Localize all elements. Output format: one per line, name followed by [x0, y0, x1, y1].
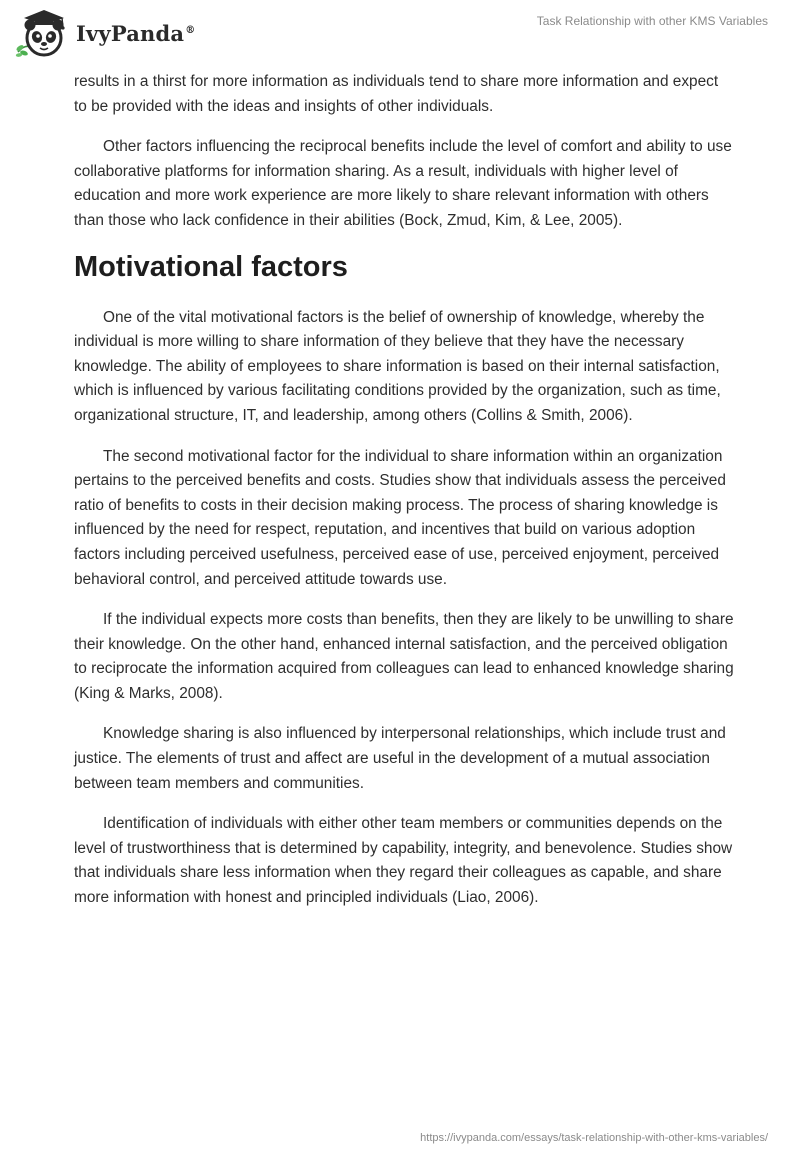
ivypanda-logo[interactable]	[14, 8, 195, 60]
essay-content	[74, 70, 734, 927]
registered-mark: ®	[185, 24, 196, 36]
paragraph: If the individual expects more costs than benefits, then they are likely to be unwilling to share their knowledge. On the other hand, enhanced internal satisfaction, and the perceived obligation to reciprocate the information acquired from colleagues can lead to enhanced knowledge sharing (King & Marks, 2008).	[74, 611, 734, 702]
section-heading: Motivational factors	[74, 250, 348, 283]
paragraph: One of the vital motivational factors is the belief of ownership of knowledge, whereby the individual is more willing to share information of they believe that they have the necessary knowledge. The ability of employees to share information is based on their internal satisfaction, which is influenced by various facilitating conditions provided by the organization, such as time, organizational structure, IT, and leadership, among others (Collins & Smith, 2006).	[74, 308, 721, 424]
paragraph: Identification of individuals with either other team members or communities depends on the level of trustworthiness that is determined by capability, integrity, and benevolence. Studies show that individuals share less information when they regard their colleagues as capable, and share more information with honest and principled individuals (Liao, 2006).	[74, 815, 733, 907]
panda-graduation-cap-icon	[14, 8, 70, 60]
paragraph: Other factors influencing the reciprocal benefits include the level of comfort and ability to use collaborative platforms for information sharing. As a result, individuals with higher level of education and more work experience are more likely to share relevant information with others than those who lack confidence in their abilities (Bock, Zmud, Kim, & Lee, 2005).	[74, 138, 732, 229]
brand-name	[76, 21, 195, 46]
document-header-title: Task Relationship with other KMS Variables	[536, 14, 768, 28]
page-header	[0, 0, 800, 72]
brand-name-text: IvyPanda	[76, 20, 185, 46]
paragraph: Knowledge sharing is also influenced by interpersonal relationships, which include trust and justice. The elements of trust and affect are useful in the development of a mutual association between team members and communities.	[74, 725, 726, 792]
source-url-link[interactable]: https://ivypanda.com/essays/task-relationship-with-other-kms-variables/	[420, 1132, 768, 1144]
paragraph: The second motivational factor for the individual to share information within an organization pertains to the perceived benefits and costs. Studies show that individuals assess the perceived ratio of benefits to costs in their decision making process. The process of sharing knowledge is influenced by the need for respect, reputation, and incentives that build on various adoption factors including perceived usefulness, perceived ease of use, perceived enjoyment, perceived behavioral control, and perceived attitude towards use.	[74, 447, 726, 588]
paragraph-continued: results in a thirst for more information as individuals tend to share more information and expect to be provided with the ideas and insights of other individuals.	[74, 73, 719, 115]
